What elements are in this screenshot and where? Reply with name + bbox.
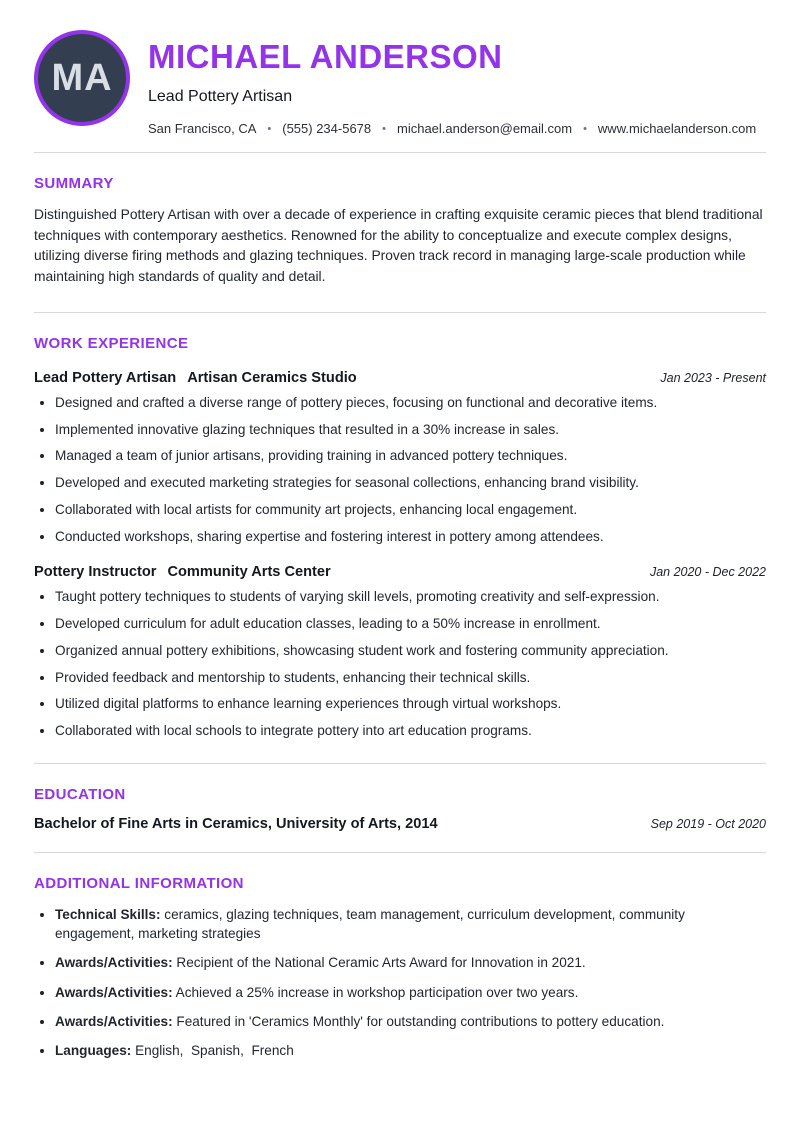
candidate-name: MICHAEL ANDERSON	[148, 38, 503, 75]
contact-phone: (555) 234-5678	[282, 121, 372, 136]
header-text	[148, 30, 756, 136]
additional-item	[55, 1012, 766, 1031]
job-header	[34, 564, 766, 580]
job-bullet: • Managed a team of junior artisans, providing training in advanced pottery techniques.	[55, 447, 766, 466]
additional-item-label: Languages:	[55, 1043, 132, 1059]
additional-item-text: Recipient of the National Ceramic Arts Award for Innovation in 2021.	[172, 955, 586, 971]
education-degree: Bachelor of Fine Arts in Ceramics, University of Arts, 2014	[34, 815, 438, 832]
job-title-line	[34, 564, 331, 580]
education-heading: EDUCATION	[34, 785, 126, 803]
additional-item-label: Awards/Activities:	[55, 1013, 173, 1029]
additional-item	[55, 905, 766, 944]
job-bullet-list	[34, 394, 766, 547]
contact-website: www.michaelanderson.com	[597, 121, 757, 136]
resume-header	[34, 30, 766, 152]
additional-item-label: Technical Skills:	[55, 906, 161, 922]
additional-information-section	[34, 875, 766, 1061]
contact-location: San Francisco, CA	[148, 121, 257, 136]
additional-item-text: English, Spanish, French	[131, 1043, 294, 1059]
job-bullet: • Taught pottery techniques to students of varying skill levels, promoting creativity and self-expression.	[55, 588, 766, 607]
job-entry	[34, 370, 766, 547]
job-bullet: • Developed curriculum for adult education classes, leading to a 50% increase in enrollment.	[55, 615, 766, 634]
education-dates: Sep 2019 - Oct 2020	[650, 816, 766, 831]
additional-item	[55, 1041, 766, 1060]
job-dates: Jan 2023 - Present	[660, 370, 766, 385]
job-bullet: • Utilized digital platforms to enhance learning experiences through virtual workshops.	[55, 695, 766, 714]
additional-item-text: Featured in 'Ceramics Monthly' for outstanding contributions to pottery education.	[172, 1013, 665, 1029]
header-divider	[34, 152, 766, 153]
contact-row	[148, 121, 756, 136]
summary-divider	[34, 312, 766, 313]
additional-item	[55, 953, 766, 972]
additional-information-heading: ADDITIONAL INFORMATION	[34, 874, 244, 892]
job-bullet: • Implemented innovative glazing techniques that resulted in a 30% increase in sales.	[55, 421, 766, 440]
additional-item-label: Awards/Activities:	[55, 955, 173, 971]
job-company: Community Arts Center	[167, 564, 331, 581]
work-experience-section	[34, 335, 766, 741]
job-bullet-list	[34, 588, 766, 741]
avatar	[34, 30, 130, 126]
job-title: Lead Pottery Artisan	[34, 369, 177, 386]
job-bullet: • Collaborated with local artists for community art projects, enhancing local engagement.	[55, 501, 766, 520]
summary-text: Distinguished Pottery Artisan with over a decade of experience in crafting exquisite ceramic pieces that blend traditional techniques with contemporary aesthetics. Renowned for the ability to conceptualize and execute complex designs, utilizing diverse firing methods and glazing techniques. Proven track record in managing large-scale production while maintaining high standards of quality and detail.	[34, 207, 763, 285]
education-section	[34, 786, 766, 832]
avatar-initials: MA	[51, 56, 113, 99]
job-bullet: • Organized annual pottery exhibitions, showcasing student work and fostering community appreciation.	[55, 642, 766, 661]
additional-list	[34, 905, 766, 1061]
additional-item-label: Awards/Activities:	[55, 984, 173, 1000]
job-bullet: • Provided feedback and mentorship to students, enhancing their technical skills.	[55, 669, 766, 688]
education-divider	[34, 852, 766, 853]
education-entry	[34, 816, 766, 832]
work-experience-heading: WORK EXPERIENCE	[34, 334, 189, 352]
job-title-line	[34, 370, 357, 386]
summary-section	[34, 175, 766, 288]
additional-item-text: ceramics, glazing techniques, team management, curriculum development, community engagement, marketing strategies	[55, 906, 689, 942]
job-title: Pottery Instructor	[34, 564, 157, 581]
job-bullet: • Collaborated with local schools to integrate pottery into art education programs.	[55, 722, 766, 741]
summary-heading: SUMMARY	[34, 175, 114, 192]
contact-email: michael.anderson@email.com	[397, 121, 573, 136]
job-dates: Jan 2020 - Dec 2022	[649, 565, 766, 580]
job-entry	[34, 564, 766, 741]
additional-item	[55, 983, 766, 1002]
job-company: Artisan Ceramics Studio	[187, 369, 357, 386]
work-divider	[34, 763, 766, 764]
contact-separator: •	[382, 122, 386, 135]
job-header	[34, 370, 766, 386]
additional-item-text: Achieved a 25% increase in workshop participation over two years.	[172, 984, 579, 1000]
candidate-title: Lead Pottery Artisan	[148, 88, 293, 105]
contact-separator: •	[267, 122, 272, 135]
job-bullet: • Conducted workshops, sharing expertise and fostering interest in pottery among attendees.	[55, 528, 766, 547]
job-bullet: • Developed and executed marketing strategies for seasonal collections, enhancing brand visibility.	[55, 474, 766, 493]
job-bullet: • Designed and crafted a diverse range of pottery pieces, focusing on functional and decorative items.	[55, 394, 766, 413]
contact-separator: •	[583, 122, 587, 135]
